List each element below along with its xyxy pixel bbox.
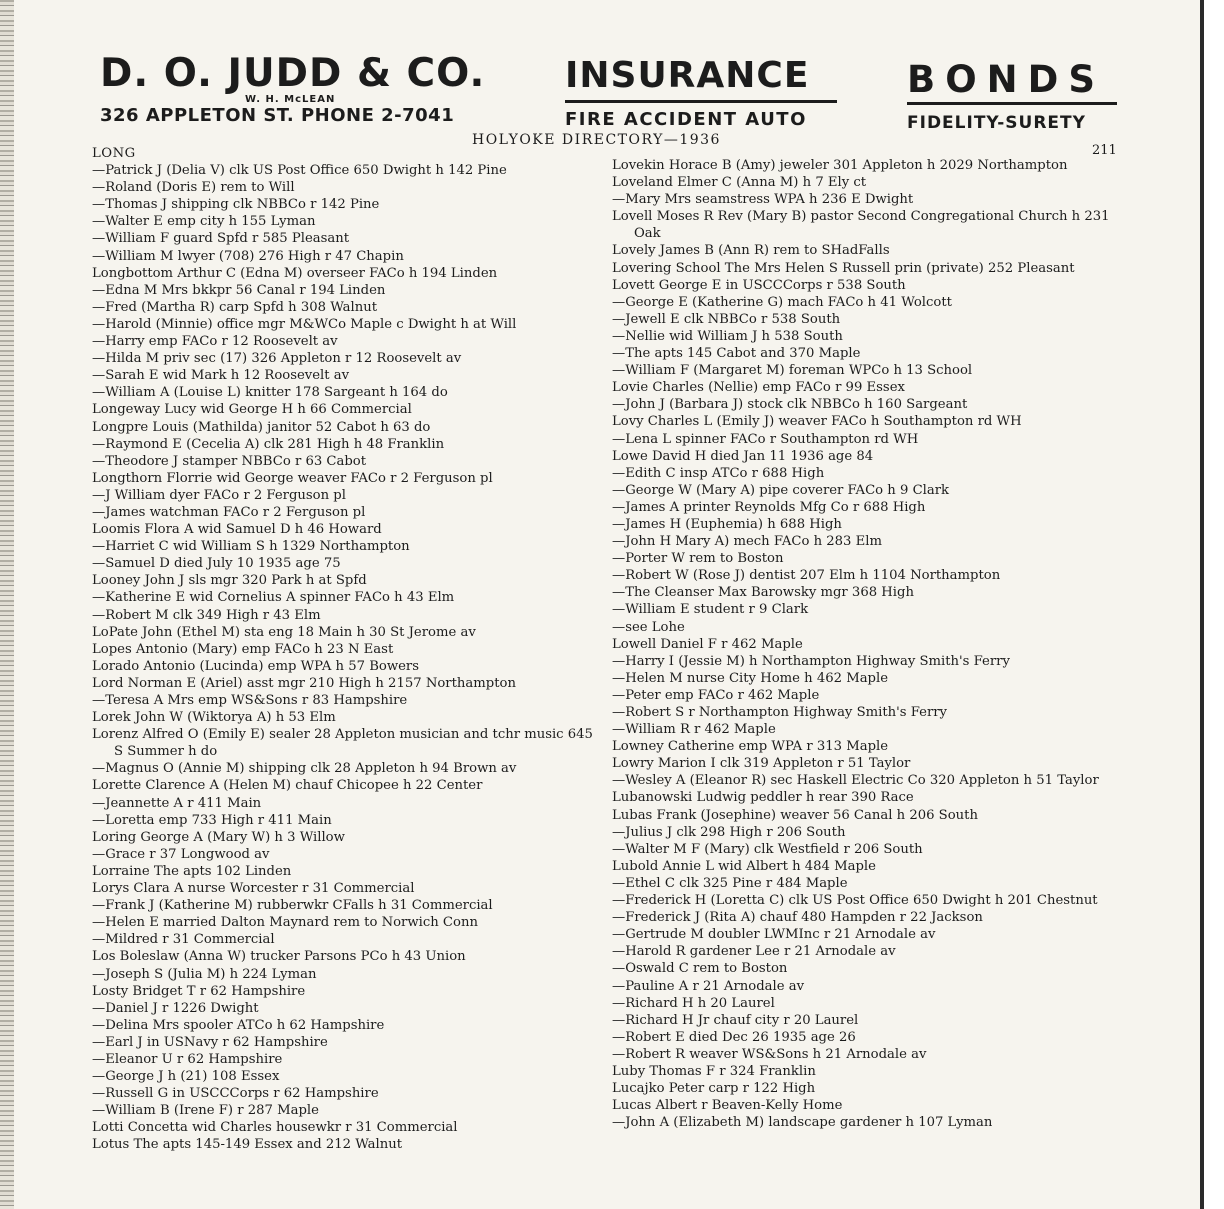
directory-entry: —Helen E married Dalton Maynard rem to Norwich Conn bbox=[92, 915, 478, 931]
directory-entry: Lubold Annie L wid Albert h 484 Maple bbox=[612, 858, 876, 874]
directory-entry: —Roland (Doris E) rem to Will bbox=[92, 180, 295, 196]
directory-entry: —Richard H Jr chauf city r 20 Laurel bbox=[612, 1012, 859, 1028]
directory-entry: Loveland Elmer C (Anna M) h 7 Ely ct bbox=[612, 175, 867, 191]
directory-entry: —Delina Mrs spooler ATCo h 62 Hampshire bbox=[92, 1017, 385, 1033]
directory-entry: —Frank J (Katherine M) rubberwkr CFalls h 31 Commercial bbox=[92, 898, 493, 914]
directory-entry: Loring George A (Mary W) h 3 Willow bbox=[92, 829, 345, 845]
directory-entry: —Gertrude M doubler LWMInc r 21 Arnodale av bbox=[612, 927, 936, 943]
directory-entry: —Daniel J r 1226 Dwight bbox=[92, 1000, 259, 1016]
directory-entry: Los Boleslaw (Anna W) trucker Parsons PCo h 43 Union bbox=[92, 949, 466, 965]
directory-entry: —Samuel D died July 10 1935 age 75 bbox=[92, 556, 341, 572]
directory-entry: LoPate John (Ethel M) sta eng 18 Main h 30 St Jerome av bbox=[92, 624, 476, 640]
directory-entry: —Walter M F (Mary) clk Westfield r 206 South bbox=[612, 841, 923, 857]
directory-entry: Lucas Albert r Beaven-Kelly Home bbox=[612, 1098, 843, 1114]
ad-insurance bbox=[565, 55, 845, 130]
directory-entry: —Nellie wid William J h 538 South bbox=[612, 328, 843, 344]
directory-entry: —James H (Euphemia) h 688 High bbox=[612, 516, 842, 532]
directory-entry: Lorado Antonio (Lucinda) emp WPA h 57 Bowers bbox=[92, 658, 419, 674]
directory-entry: —Earl J in USNavy r 62 Hampshire bbox=[92, 1034, 328, 1050]
directory-entry: —Mildred r 31 Commercial bbox=[92, 932, 275, 948]
directory-entry: —Magnus O (Annie M) shipping clk 28 Appleton h 94 Brown av bbox=[92, 761, 517, 777]
directory-entry: Lotus The apts 145-149 Essex and 212 Walnut bbox=[92, 1137, 403, 1153]
directory-entry: —James watchman FACo r 2 Ferguson pl bbox=[92, 504, 366, 520]
directory-entry: —George J h (21) 108 Essex bbox=[92, 1069, 280, 1085]
directory-entry: Lubanowski Ludwig peddler h rear 390 Race bbox=[612, 790, 914, 806]
directory-entry: —Robert M clk 349 High r 43 Elm bbox=[92, 607, 321, 623]
directory-entry: Lubas Frank (Josephine) weaver 56 Canal h 206 South bbox=[612, 807, 978, 823]
directory-entry: —Grace r 37 Longwood av bbox=[92, 846, 270, 862]
directory-entry: —William B (Irene F) r 287 Maple bbox=[92, 1103, 319, 1119]
directory-entry: —Frederick J (Rita A) chauf 480 Hampden r 22 Jackson bbox=[612, 910, 983, 926]
directory-entry: Lovely James B (Ann R) rem to SHadFalls bbox=[612, 243, 890, 259]
directory-entry: —Russell G in USCCCorps r 62 Hampshire bbox=[92, 1086, 379, 1102]
right-column bbox=[612, 157, 1117, 1131]
column-keyword: LONG bbox=[92, 146, 136, 161]
scan-page-edge bbox=[1200, 0, 1224, 1209]
directory-entry: —Jeannette A r 411 Main bbox=[92, 795, 262, 811]
directory-entry: Lowney Catherine emp WPA r 313 Maple bbox=[612, 739, 889, 755]
directory-entry: —Edna M Mrs bkkpr 56 Canal r 194 Linden bbox=[92, 282, 386, 298]
ad-judd-name: D. O. JUDD & CO. bbox=[100, 51, 486, 96]
directory-entry: Lowell Daniel F r 462 Maple bbox=[612, 636, 803, 652]
directory-entry: —William F guard Spfd r 585 Pleasant bbox=[92, 231, 350, 247]
directory-entry: —Thomas J shipping clk NBBCo r 142 Pine bbox=[92, 197, 380, 213]
directory-entry: Lovy Charles L (Emily J) weaver FACo h Southampton rd WH bbox=[612, 414, 1022, 430]
ad-judd-address: 326 APPLETON ST. PHONE 2-7041 bbox=[100, 105, 455, 126]
directory-entry: Loomis Flora A wid Samuel D h 46 Howard bbox=[92, 522, 382, 538]
ad-insurance-subtitle: FIRE ACCIDENT AUTO bbox=[565, 109, 807, 130]
directory-entry: Lovett George E in USCCCorps r 538 South bbox=[612, 277, 906, 293]
directory-entry: —John J (Barbara J) stock clk NBBCo h 160 Sargeant bbox=[612, 397, 968, 413]
directory-entry: —Mary Mrs seamstress WPA h 236 E Dwight bbox=[612, 192, 914, 208]
running-head: HOLYOKE DIRECTORY—1936 bbox=[472, 132, 721, 148]
directory-entry: —Pauline A r 21 Arnodale av bbox=[612, 978, 805, 994]
directory-entry: —Eleanor U r 62 Hampshire bbox=[92, 1051, 283, 1067]
left-column bbox=[92, 145, 597, 1154]
ad-insurance-title: INSURANCE bbox=[565, 55, 837, 103]
directory-entry: Longpre Louis (Mathilda) janitor 52 Cabot h 63 do bbox=[92, 419, 431, 435]
directory-entry: —Edith C insp ATCo r 688 High bbox=[612, 465, 825, 481]
directory-entry: —Richard H h 20 Laurel bbox=[612, 995, 775, 1011]
directory-entry: Lowry Marion I clk 319 Appleton r 51 Taylor bbox=[612, 756, 911, 772]
directory-entry: Lord Norman E (Ariel) asst mgr 210 High h 2157 Northampton bbox=[92, 675, 516, 691]
directory-entry: Lovering School The Mrs Helen S Russell prin (private) 252 Pleasant bbox=[612, 260, 1075, 276]
directory-entry: —Teresa A Mrs emp WS&Sons r 83 Hampshire bbox=[92, 693, 408, 708]
directory-entry: Lorette Clarence A (Helen M) chauf Chicopee h 22 Center bbox=[92, 778, 483, 794]
directory-entry: —Harold (Minnie) office mgr M&WCo Maple c Dwight h at Will bbox=[92, 316, 517, 332]
ad-bonds-title: BONDS bbox=[907, 60, 1117, 105]
ad-bonds bbox=[907, 60, 1127, 133]
ad-bonds-subtitle: FIDELITY-SURETY bbox=[907, 113, 1086, 133]
directory-entry: Longbottom Arthur C (Edna M) overseer FACo h 194 Linden bbox=[92, 265, 498, 281]
directory-entry: Lowe David H died Jan 11 1936 age 84 bbox=[612, 448, 874, 464]
directory-entry: —George E (Katherine G) mach FACo h 41 Wolcott bbox=[612, 294, 952, 310]
directory-entry: —The apts 145 Cabot and 370 Maple bbox=[612, 346, 861, 362]
ad-judd-owner: W. H. McLEAN bbox=[245, 94, 336, 105]
directory-entry: —Ethel C clk 325 Pine r 484 Maple bbox=[612, 875, 848, 891]
directory-entry: —Loretta emp 733 High r 411 Main bbox=[92, 812, 332, 828]
directory-entry: Lorys Clara A nurse Worcester r 31 Commercial bbox=[92, 881, 415, 897]
directory-entry: —George W (Mary A) pipe coverer FACo h 9 Clark bbox=[612, 482, 950, 498]
directory-entry: Luby Thomas F r 324 Franklin bbox=[612, 1063, 816, 1079]
directory-entry: Lopes Antonio (Mary) emp FACo h 23 N East bbox=[92, 641, 394, 657]
directory-entry: —Robert E died Dec 26 1935 age 26 bbox=[612, 1029, 856, 1045]
directory-entry: —Oswald C rem to Boston bbox=[612, 961, 788, 977]
directory-entry: —William R r 462 Maple bbox=[612, 722, 776, 738]
directory-entry: —Porter W rem to Boston bbox=[612, 551, 784, 567]
directory-entry: —John H Mary A) mech FACo h 283 Elm bbox=[612, 534, 882, 550]
directory-entry: —J William dyer FACo r 2 Ferguson pl bbox=[92, 487, 346, 503]
directory-entry: —Patrick J (Delia V) clk US Post Office 650 Dwight h 142 Pine bbox=[92, 163, 507, 179]
directory-entry: —Robert R weaver WS&Sons h 21 Arnodale av bbox=[612, 1046, 927, 1062]
directory-entry: Lotti Concetta wid Charles housewkr r 31 Commercial bbox=[92, 1120, 458, 1136]
directory-entry: —Robert W (Rose J) dentist 207 Elm h 1104 Northampton bbox=[612, 568, 1001, 584]
directory-entry: —Julius J clk 298 High r 206 South bbox=[612, 824, 846, 840]
directory-entry: —Joseph S (Julia M) h 224 Lyman bbox=[92, 966, 317, 982]
directory-entry: —Jewell E clk NBBCo r 538 South bbox=[612, 311, 841, 327]
directory-entry: Lovie Charles (Nellie) emp FACo r 99 Essex bbox=[612, 380, 905, 396]
directory-entry: —Walter E emp city h 155 Lyman bbox=[92, 214, 316, 230]
directory-entry: —Frederick H (Loretta C) clk US Post Office 650 Dwight h 201 Chestnut bbox=[612, 893, 1098, 909]
directory-entry: Lorek John W (Wiktorya A) h 53 Elm bbox=[92, 710, 336, 726]
directory-entry: —William F (Margaret M) foreman WPCo h 13 School bbox=[612, 363, 973, 379]
directory-entry: —James A printer Reynolds Mfg Co r 688 High bbox=[612, 499, 926, 515]
directory-entry: Lucajko Peter carp r 122 High bbox=[612, 1081, 816, 1097]
directory-entry: —Lena L spinner FACo r Southampton rd WH bbox=[612, 431, 919, 447]
directory-entry: —Hilda M priv sec (17) 326 Appleton r 12 Roosevelt av bbox=[92, 351, 462, 367]
directory-entry: Longeway Lucy wid George H h 66 Commercial bbox=[92, 402, 412, 418]
directory-entry: —Raymond E (Cecelia A) clk 281 High h 48 Franklin bbox=[92, 436, 445, 452]
directory-entry: —Wesley A (Eleanor R) sec Haskell Electric Co 320 Appleton h 51 Taylor bbox=[612, 773, 1099, 789]
directory-entry: —The Cleanser Max Barowsky mgr 368 High bbox=[612, 585, 914, 601]
directory-entry: —Sarah E wid Mark h 12 Roosevelt av bbox=[92, 368, 350, 384]
directory-entry: Lovell Moses R Rev (Mary B) pastor Second Congregational Church h 231 Oak bbox=[612, 209, 1110, 242]
directory-entry: Lorenz Alfred O (Emily E) sealer 28 Appleton musician and tchr music 645 S Summer h do bbox=[92, 727, 593, 760]
directory-entry: Looney John J sls mgr 320 Park h at Spfd bbox=[92, 573, 367, 589]
directory-entry: Lorraine The apts 102 Linden bbox=[92, 863, 292, 879]
directory-entry: —Harry emp FACo r 12 Roosevelt av bbox=[92, 334, 338, 350]
directory-entry: —see Lohe bbox=[612, 619, 685, 635]
directory-entry: —William E student r 9 Clark bbox=[612, 602, 809, 618]
directory-entry: —Helen M nurse City Home h 462 Maple bbox=[612, 670, 889, 686]
directory-entry: —William M lwyer (708) 276 High r 47 Chapin bbox=[92, 248, 404, 264]
directory-entry: —Harold R gardener Lee r 21 Arnodale av bbox=[612, 944, 896, 960]
directory-entry: —Harriet C wid William S h 1329 Northampton bbox=[92, 539, 410, 555]
directory-entry: —John A (Elizabeth M) landscape gardener h 107 Lyman bbox=[612, 1115, 993, 1131]
page-number: 211 bbox=[1092, 143, 1117, 158]
directory-entry: —Fred (Martha R) carp Spfd h 308 Walnut bbox=[92, 299, 378, 315]
directory-entry: —Harry I (Jessie M) h Northampton Highway Smith's Ferry bbox=[612, 653, 1010, 669]
directory-entry: —Peter emp FACo r 462 Maple bbox=[612, 687, 820, 703]
directory-entry: Losty Bridget T r 62 Hampshire bbox=[92, 983, 306, 999]
directory-entry: —William A (Louise L) knitter 178 Sargeant h 164 do bbox=[92, 385, 448, 401]
directory-entry: Longthorn Florrie wid George weaver FACo r 2 Ferguson pl bbox=[92, 470, 493, 486]
ad-judd bbox=[100, 51, 520, 126]
directory-entry: —Robert S r Northampton Highway Smith's Ferry bbox=[612, 705, 947, 720]
directory-entry: Lovekin Horace B (Amy) jeweler 301 Appleton h 2029 Northampton bbox=[612, 158, 1068, 173]
directory-entry: —Katherine E wid Cornelius A spinner FACo h 43 Elm bbox=[92, 590, 455, 606]
directory-entry: —Theodore J stamper NBBCo r 63 Cabot bbox=[92, 453, 367, 469]
